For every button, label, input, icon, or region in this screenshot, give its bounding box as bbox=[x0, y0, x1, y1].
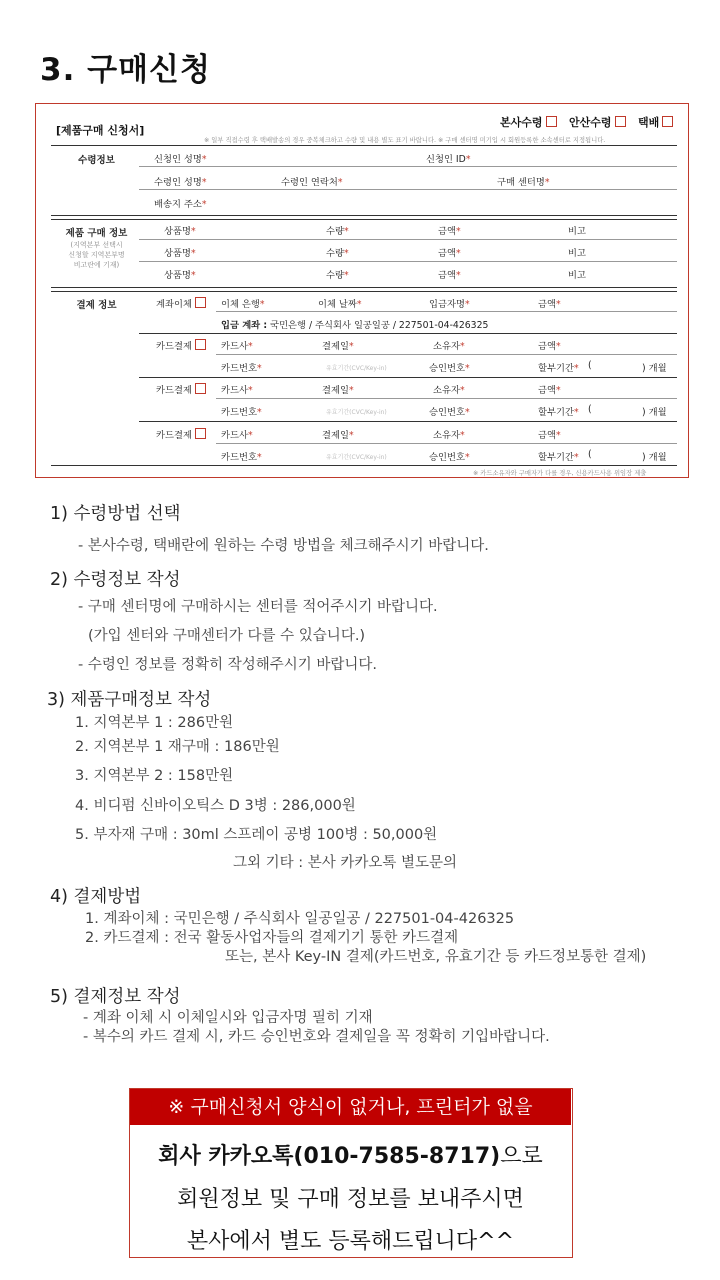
notice-header: ※ 구매신청서 양식이 없거나, 프린터가 없을 bbox=[130, 1089, 571, 1125]
divider bbox=[139, 377, 677, 378]
field-pay-date-label: 결제일 bbox=[322, 385, 349, 396]
field-owner-label: 소유자 bbox=[433, 341, 460, 352]
guide-s3-line: 그외 기타 : 본사 카카오톡 별도문의 bbox=[233, 855, 458, 871]
order-form bbox=[35, 103, 689, 478]
field-approval-label: 승인번호 bbox=[429, 407, 465, 418]
field-amount-label: 금액 bbox=[538, 341, 556, 352]
guide-s4-line: 또는, 본사 Key-IN 결제(카드번호, 유효기간 등 카드정보통한 결제) bbox=[225, 949, 647, 965]
guide-s1-title: 1) 수령방법 선택 bbox=[50, 504, 181, 524]
checkbox-icon[interactable] bbox=[195, 428, 206, 439]
installment-paren: ( bbox=[588, 449, 592, 460]
checkbox-icon[interactable] bbox=[546, 116, 557, 127]
section-product-info: 제품 구매 정보 bbox=[65, 228, 128, 239]
divider bbox=[216, 354, 677, 355]
field-installment-3[interactable]: 할부기간* bbox=[538, 452, 579, 463]
receive-option-delivery-label: 택배 bbox=[638, 116, 660, 129]
field-product-name-1[interactable]: 상품명* bbox=[164, 226, 196, 237]
guide-s3-line: 4. 비디펌 신바이오틱스 D 3병 : 286,000원 bbox=[75, 798, 356, 814]
field-center-name[interactable]: 구매 센터명* bbox=[497, 177, 550, 188]
field-amount-label: 금액 bbox=[438, 248, 456, 259]
guide-s3-line: 1. 지역본부 1 : 286만원 bbox=[75, 715, 234, 731]
field-quantity-3[interactable]: 수량* bbox=[326, 270, 349, 281]
guide-s2-line: (가입 센터와 구매센터가 다를 수 있습니다.) bbox=[88, 628, 366, 644]
field-amount-1[interactable]: 금액* bbox=[438, 226, 461, 237]
page-title: 3. 구매신청 bbox=[40, 52, 211, 88]
option-bank-transfer[interactable] bbox=[156, 296, 206, 310]
section-product-sub bbox=[54, 240, 139, 270]
field-card-amount-1[interactable]: 금액* bbox=[538, 341, 561, 352]
divider bbox=[139, 166, 677, 167]
divider bbox=[216, 443, 677, 444]
field-applicant-name-label: 신청인 성명 bbox=[154, 154, 202, 165]
section-receive-info: 수령정보 bbox=[78, 155, 115, 166]
option-card-1[interactable] bbox=[156, 338, 206, 352]
field-card-number-2[interactable]: 카드번호* bbox=[221, 407, 262, 418]
divider bbox=[139, 421, 677, 422]
field-card-amount-3[interactable]: 금액* bbox=[538, 430, 561, 441]
deposit-account-value: 국민은행 / 주식회사 일공일공 / 227501-04-426325 bbox=[270, 320, 489, 331]
field-quantity-2[interactable]: 수량* bbox=[326, 248, 349, 259]
field-address-label: 배송지 주소 bbox=[154, 199, 202, 210]
field-amount-label: 금액 bbox=[538, 430, 556, 441]
field-card-amount-2[interactable]: 금액* bbox=[538, 385, 561, 396]
option-card-label: 카드결제 bbox=[156, 385, 192, 396]
field-quantity-label: 수량 bbox=[326, 248, 344, 259]
field-owner-2[interactable]: 소유자* bbox=[433, 385, 465, 396]
field-amount-label: 금액 bbox=[438, 226, 456, 237]
field-pay-date-3[interactable]: 결제일* bbox=[322, 430, 354, 441]
divider bbox=[139, 239, 677, 240]
guide-s5-line: - 복수의 카드 결제 시, 카드 승인번호와 결제일을 꼭 정확히 기입바랍니다. bbox=[83, 1029, 550, 1045]
field-card-number-label: 카드번호 bbox=[221, 363, 257, 374]
field-transfer-date-label: 이체 날짜 bbox=[318, 299, 357, 310]
divider bbox=[139, 261, 677, 262]
guide-s2-line: - 수령인 정보를 정확히 작성해주시기 바랍니다. bbox=[78, 657, 378, 673]
deposit-account-label: 입금 계좌 : bbox=[221, 320, 268, 331]
field-product-name-label: 상품명 bbox=[164, 248, 191, 259]
guide-s4-line: 2. 카드결제 : 전국 활동사업자들의 결제기기 통한 카드결제 bbox=[85, 930, 459, 946]
checkbox-icon[interactable] bbox=[195, 297, 206, 308]
field-receiver-contact-label: 수령인 연락처 bbox=[281, 177, 338, 188]
divider bbox=[51, 145, 677, 146]
card-hint: 유효기간(CVC/Key-in) bbox=[326, 454, 387, 461]
option-card-2[interactable] bbox=[156, 382, 206, 396]
field-card-company-label: 카드사 bbox=[221, 341, 248, 352]
field-quantity-label: 수량 bbox=[326, 226, 344, 237]
product-sub-line: 비고란에 기재) bbox=[73, 261, 120, 269]
divider bbox=[51, 465, 677, 466]
guide-s4-line: 1. 계좌이체 : 국민은행 / 주식회사 일공일공 / 227501-04-426325 bbox=[85, 911, 515, 927]
guide-s3-line: 5. 부자재 구매 : 30ml 스프레이 공병 100병 : 50,000원 bbox=[75, 827, 438, 843]
card-hint: 유효기간(CVC/Key-in) bbox=[326, 365, 387, 372]
field-address[interactable]: 배송지 주소* bbox=[154, 199, 207, 210]
installment-months: ) 개월 bbox=[642, 363, 667, 374]
field-receiver-name-label: 수령인 성명 bbox=[154, 177, 202, 188]
field-applicant-name[interactable]: 신청인 성명* bbox=[154, 154, 207, 165]
field-transfer-bank[interactable]: 이체 은행* bbox=[221, 299, 265, 310]
field-owner-label: 소유자 bbox=[433, 430, 460, 441]
field-card-company-1[interactable]: 카드사* bbox=[221, 341, 253, 352]
installment-paren: ( bbox=[588, 360, 592, 371]
option-card-label: 카드결제 bbox=[156, 430, 192, 441]
field-pay-date-label: 결제일 bbox=[322, 341, 349, 352]
installment-months: ) 개월 bbox=[642, 407, 667, 418]
form-title: [제품구매 신청서] bbox=[56, 124, 145, 137]
receive-option-hq[interactable] bbox=[500, 114, 557, 130]
receive-option-hq-label: 본사수령 bbox=[500, 116, 543, 129]
guide-s1-line: - 본사수령, 택배란에 원하는 수령 방법을 체크해주시기 바랍니다. bbox=[78, 538, 489, 554]
field-product-name-label: 상품명 bbox=[164, 270, 191, 281]
field-approval-1[interactable]: 승인번호* bbox=[429, 363, 470, 374]
checkbox-icon[interactable] bbox=[662, 116, 673, 127]
checkbox-icon[interactable] bbox=[195, 383, 206, 394]
field-pay-date-label: 결제일 bbox=[322, 430, 349, 441]
notice-line-3: 본사에서 별도 등록해드립니다^^ bbox=[186, 1229, 515, 1254]
receive-option-delivery[interactable] bbox=[638, 114, 673, 130]
field-card-number-1[interactable]: 카드번호* bbox=[221, 363, 262, 374]
field-owner-label: 소유자 bbox=[433, 385, 460, 396]
field-card-number-3[interactable]: 카드번호* bbox=[221, 452, 262, 463]
guide-s2-title: 2) 수령정보 작성 bbox=[50, 570, 181, 590]
field-owner-3[interactable]: 소유자* bbox=[433, 430, 465, 441]
guide-s5-title: 5) 결제정보 작성 bbox=[50, 987, 181, 1007]
field-quantity-1[interactable]: 수량* bbox=[326, 226, 349, 237]
notice-line-1-rest: 으로 bbox=[500, 1144, 543, 1169]
guide-s4-title: 4) 결제방법 bbox=[50, 887, 142, 907]
field-card-company-3[interactable]: 카드사* bbox=[221, 430, 253, 441]
receive-option-ansan-label: 안산수령 bbox=[569, 116, 612, 129]
kakao-notice bbox=[129, 1088, 573, 1258]
field-installment-label: 할부기간 bbox=[538, 407, 574, 418]
field-remark-2[interactable]: 비고 bbox=[568, 248, 586, 259]
divider bbox=[51, 287, 677, 288]
field-amount-label: 금액 bbox=[538, 299, 556, 310]
field-depositor-label: 입금자명 bbox=[429, 299, 465, 310]
field-installment-1[interactable]: 할부기간* bbox=[538, 363, 579, 374]
card-hint: 유효기간(CVC/Key-in) bbox=[326, 409, 387, 416]
field-approval-3[interactable]: 승인번호* bbox=[429, 452, 470, 463]
field-transfer-amount[interactable]: 금액* bbox=[538, 299, 561, 310]
option-card-3[interactable] bbox=[156, 427, 206, 441]
field-remark-3[interactable]: 비고 bbox=[568, 270, 586, 281]
field-pay-date-1[interactable]: 결제일* bbox=[322, 341, 354, 352]
product-sub-line: 신청할 지역본부명 bbox=[68, 251, 125, 259]
divider bbox=[139, 333, 677, 334]
field-owner-1[interactable]: 소유자* bbox=[433, 341, 465, 352]
kakao-contact: 회사 카카오톡(010-7585-8717) bbox=[158, 1144, 501, 1169]
field-card-number-label: 카드번호 bbox=[221, 452, 257, 463]
installment-months: ) 개월 bbox=[642, 452, 667, 463]
field-installment-label: 할부기간 bbox=[538, 452, 574, 463]
field-center-name-label: 구매 센터명 bbox=[497, 177, 545, 188]
field-product-name-3[interactable]: 상품명* bbox=[164, 270, 196, 281]
checkbox-icon[interactable] bbox=[195, 339, 206, 350]
field-approval-label: 승인번호 bbox=[429, 363, 465, 374]
field-receiver-contact[interactable]: 수령인 연락처* bbox=[281, 177, 343, 188]
divider bbox=[51, 219, 677, 220]
field-product-name-label: 상품명 bbox=[164, 226, 191, 237]
receive-option-ansan[interactable] bbox=[569, 114, 626, 130]
field-amount-label: 금액 bbox=[438, 270, 456, 281]
option-bank-transfer-label: 계좌이체 bbox=[156, 299, 192, 310]
field-quantity-label: 수량 bbox=[326, 270, 344, 281]
guide-s3-line: 3. 지역본부 2 : 158만원 bbox=[75, 768, 234, 784]
field-transfer-bank-label: 이체 은행 bbox=[221, 299, 260, 310]
form-note-top: ※ 일부 직접수령 후 택배발송의 경우 중복체크하고 수량 및 내용 별도 표기 바랍니다. ※ 구매 센터명 미기입 시 회원등록한 소속센터로 지정됩니다. bbox=[204, 137, 606, 144]
field-amount-3[interactable]: 금액* bbox=[438, 270, 461, 281]
field-remark-1[interactable]: 비고 bbox=[568, 226, 586, 237]
guide-s3-title: 3) 제품구매정보 작성 bbox=[47, 690, 212, 710]
divider bbox=[139, 189, 677, 190]
field-card-number-label: 카드번호 bbox=[221, 407, 257, 418]
notice-line-2: 회원정보 및 구매 정보를 보내주시면 bbox=[177, 1187, 524, 1212]
field-receiver-name[interactable]: 수령인 성명* bbox=[154, 177, 207, 188]
form-note-bottom: ※ 카드소유자와 구매자가 다를 경우, 신용카드사용 위임장 제출 bbox=[473, 470, 647, 477]
field-amount-2[interactable]: 금액* bbox=[438, 248, 461, 259]
checkbox-icon[interactable] bbox=[615, 116, 626, 127]
field-depositor[interactable]: 입금자명* bbox=[429, 299, 470, 310]
field-installment-2[interactable]: 할부기간* bbox=[538, 407, 579, 418]
field-card-company-2[interactable]: 카드사* bbox=[221, 385, 253, 396]
field-installment-label: 할부기간 bbox=[538, 363, 574, 374]
field-approval-label: 승인번호 bbox=[429, 452, 465, 463]
field-card-company-label: 카드사 bbox=[221, 430, 248, 441]
field-transfer-date[interactable]: 이체 날짜* bbox=[318, 299, 362, 310]
guide-s5-line: - 계좌 이체 시 이체일시와 입금자명 필히 기재 bbox=[83, 1010, 373, 1026]
field-pay-date-2[interactable]: 결제일* bbox=[322, 385, 354, 396]
divider bbox=[51, 215, 677, 216]
field-applicant-id[interactable]: 신청인 ID* bbox=[426, 154, 471, 165]
field-card-company-label: 카드사 bbox=[221, 385, 248, 396]
installment-paren: ( bbox=[588, 404, 592, 415]
field-product-name-2[interactable]: 상품명* bbox=[164, 248, 196, 259]
section-payment-info: 결제 정보 bbox=[76, 300, 117, 311]
divider bbox=[216, 311, 677, 312]
guide-s3-line: 2. 지역본부 1 재구매 : 186만원 bbox=[75, 739, 280, 755]
field-applicant-id-label: 신청인 ID bbox=[426, 154, 466, 165]
field-amount-label: 금액 bbox=[538, 385, 556, 396]
divider bbox=[216, 398, 677, 399]
guide-s2-line: - 구매 센터명에 구매하시는 센터를 적어주시기 바랍니다. bbox=[78, 599, 438, 615]
notice-line-1 bbox=[130, 1139, 571, 1170]
field-approval-2[interactable]: 승인번호* bbox=[429, 407, 470, 418]
product-sub-line: (지역본부 선택시 bbox=[70, 241, 123, 249]
option-card-label: 카드결제 bbox=[156, 341, 192, 352]
divider bbox=[51, 291, 677, 292]
deposit-account bbox=[221, 317, 488, 331]
